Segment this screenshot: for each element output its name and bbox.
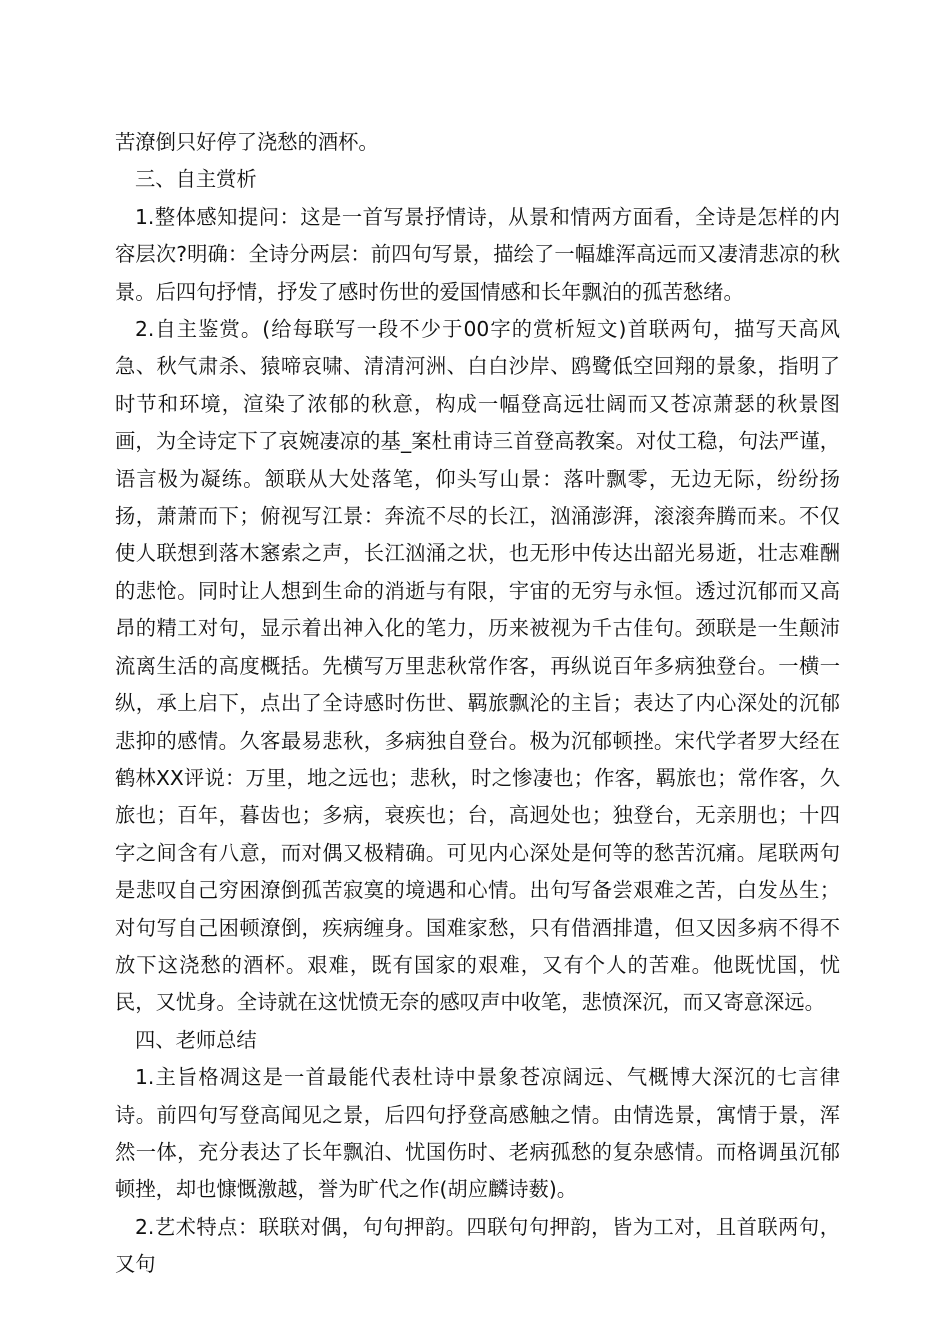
section-heading-self-appreciation: 三、自主赏析 [135, 167, 257, 192]
list-item-self-appreciation: 2.自主鉴赏。(给每联写一段不少于00字的赏析短文)首联两句，描写天高风急、秋气肃杀、猿啼哀啸、清清河洲、白白沙岸、鸥鹭低空回翔的景象，指明了时节和环境，渲染了浓郁的秋意，构成一幅登高远壮阔而又苍凉萧瑟的秋景图画，为全诗定下了哀婉凄凉的基_案杜甫诗三首登高教案。对仗工稳，句法严谨，语言极为凝练。颔联从大处落笔，仰头写山景：落叶飘零，无边无际，纷纷扬扬，萧萧而下；俯视写江景：奔流不尽的长江，汹涌澎湃，滚滚奔腾而来。不仅使人联想到落木窸索之声，长江汹涌之状，也无形中传达出韶光易逝，壮志难酬的悲怆。同时让人想到生命的消逝与有限，宇宙的无穷与永恒。透过沉郁而又高昂的精工对句，显示着出神入化的笔力，历来被视为千古佳句。颈联是一生颠沛流离生活的高度概括。先横写万里悲秋常作客，再纵说百年多病独登台。一横一纵，承上启下，点出了全诗感时伤世、羁旅飘沦的主旨；表达了内心深处的沉郁悲抑的感情。久客最易悲秋，多病独自登台。极为沉郁顿挫。宋代学者罗大经在鹤林XX评说：万里，地之远也；悲秋，时之惨凄也；作客，羁旅也；常作客，久旅也；百年，暮齿也；多病，衰疾也；台，高迥处也；独登台，无亲朋也；十四字之间含有八意，而对偶又极精确。可见内心深处是何等的愁苦沉痛。尾联两句是悲叹自己穷困潦倒孤苦寂寞的境遇和心情。出句写备尝艰难之苦，白发丛生；对句写自己困顿潦倒，疾病缠身。国难家愁，只有借酒排遣，但又因多病不得不放下这浇愁的酒杯。艰难，既有国家的艰难，又有个人的苦难。他既忧国，忧民，又忧身。全诗就在这忧愤无奈的感叹声中收笔，悲愤深沉，而又寄意深远。 [115, 317, 840, 1015]
section-heading-teacher-summary: 四、老师总结 [135, 1027, 257, 1052]
list-item-theme-style: 1.主旨格凋这是一首最能代表杜诗中景象苍凉阔远、气概博大深沉的七言律诗。前四句写登高闻见之景，后四句抒登高感触之情。由情选景，寓情于景，浑然一体，充分表达了长年飘泊、忧国伤时、老病孤愁的复杂感情。而格调虽沉郁顿挫，却也慷慨激越，誉为旷代之作(胡应麟诗薮)。 [115, 1065, 840, 1202]
list-item-overall-perception: 1.整体感知提问：这是一首写景抒情诗，从景和情两方面看，全诗是怎样的内容层次?明确：全诗分两层：前四句写景，描绘了一幅雄浑高远而又凄清悲凉的秋景。后四句抒情，抒发了感时伤世的爱国情感和长年飘泊的孤苦愁绪。 [115, 204, 840, 304]
document-page [115, 124, 840, 1284]
body-paragraph: 苦潦倒只好停了浇愁的酒杯。 [115, 130, 379, 154]
list-item-artistic-features: 2.艺术特点：联联对偶，句句押韵。四联句句押韵，皆为工对，且首联两句，又句 [115, 1214, 840, 1277]
